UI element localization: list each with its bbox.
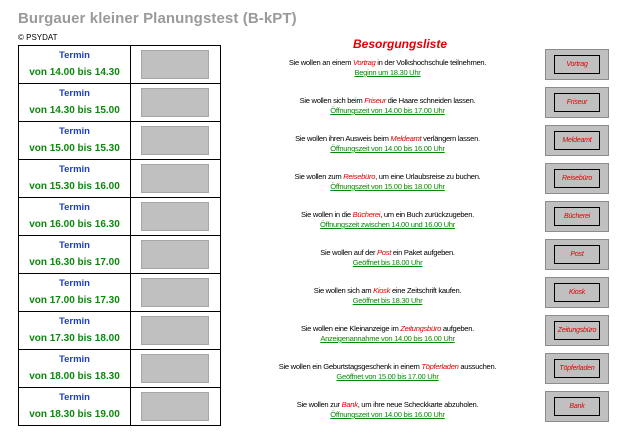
errand-text: Sie wollen in die [301, 210, 353, 219]
errand-item [235, 387, 540, 425]
errand-text: Sie wollen ein Geburtstagsgeschenk in einem [278, 362, 422, 371]
errand-item [235, 235, 540, 273]
schedule-slot [18, 160, 221, 198]
errand-button-zeitungsbuero[interactable] [545, 315, 609, 346]
errand-button-reisebuero[interactable] [545, 163, 609, 194]
schedule-slot [18, 122, 221, 160]
slot-label [19, 122, 131, 159]
errand-keyword: Töpferladen [421, 362, 459, 371]
errand-text: die Haare schneiden lassen. [385, 96, 476, 105]
slot-time: von 15.00 bis 15.30 [29, 143, 120, 154]
errand-keyword: Vortrag [352, 58, 376, 67]
slot-time: von 17.00 bis 17.30 [29, 295, 120, 306]
errand-text: Sie wollen eine Kleinanzeige im [301, 324, 401, 333]
errand-text: , um eine Urlaubsreise zu buchen. [375, 172, 481, 181]
page-title: Burgauer kleiner Planungstest (B-kPT) [18, 10, 297, 27]
slot-drop-target[interactable] [141, 88, 209, 117]
schedule-slot [18, 274, 221, 312]
errand-list-title: Besorgungsliste [352, 37, 448, 51]
errand-button-label[interactable]: Zeitungsbüro [554, 321, 600, 340]
copyright-notice: © PSYDAT [18, 33, 58, 42]
errand-hours: Öffnungszeit von 14.00 bis 16.00 Uhr [330, 410, 445, 419]
errand-description [235, 387, 540, 409]
errand-description [235, 197, 540, 219]
errand-button-label[interactable]: Reisebüro [554, 169, 600, 188]
errand-button-label[interactable]: Bücherei [554, 207, 600, 226]
errand-button-label[interactable]: Vortrag [554, 55, 600, 74]
errand-item [235, 197, 540, 235]
errand-description [235, 349, 540, 371]
slot-time: von 18.30 bis 19.00 [29, 409, 120, 420]
slot-termin-label: Termin [59, 392, 90, 403]
errand-text: Sie wollen sich am [313, 286, 374, 295]
errand-description [235, 159, 540, 181]
slot-drop-target[interactable] [141, 354, 209, 383]
errand-text: ein Paket aufgeben. [391, 248, 455, 257]
errand-button-kiosk[interactable] [545, 277, 609, 308]
errand-text: Sie wollen zur [296, 400, 342, 409]
errand-item [235, 159, 540, 197]
errand-item [235, 273, 540, 311]
errand-text: Sie wollen sich beim [299, 96, 365, 105]
schedule-slot [18, 350, 221, 388]
slot-termin-label: Termin [59, 164, 90, 175]
errand-hours: Beginn um 18.30 Uhr [354, 68, 421, 77]
errand-text: Sie wollen auf der [320, 248, 378, 257]
slot-drop-target[interactable] [141, 240, 209, 269]
errand-description [235, 83, 540, 105]
errand-button-bank[interactable] [545, 391, 609, 422]
slot-label [19, 388, 131, 425]
errand-item [235, 83, 540, 121]
slot-termin-label: Termin [59, 354, 90, 365]
slot-time: von 15.30 bis 16.00 [29, 181, 120, 192]
errand-hours: Anzeigenannahme von 14.00 bis 16.00 Uhr [320, 334, 455, 343]
errand-text: in der Volkshochschule teilnehmen. [375, 58, 487, 67]
errand-button-buecherei[interactable] [545, 201, 609, 232]
errand-keyword: Post [377, 248, 392, 257]
errand-hours: Geöffnet von 15.00 bis 17.00 Uhr [336, 372, 439, 381]
errand-description [235, 235, 540, 257]
errand-text: eine Zeitschrift kaufen. [390, 286, 462, 295]
slot-termin-label: Termin [59, 88, 90, 99]
errand-button-column [545, 49, 609, 429]
errand-list [235, 45, 540, 425]
slot-time: von 18.00 bis 18.30 [29, 371, 120, 382]
slot-drop-target[interactable] [141, 126, 209, 155]
slot-drop-target[interactable] [141, 278, 209, 307]
slot-termin-label: Termin [59, 50, 90, 61]
schedule-slot [18, 84, 221, 122]
slot-termin-label: Termin [59, 126, 90, 137]
errand-keyword: Friseur [364, 96, 386, 105]
slot-drop-target[interactable] [141, 164, 209, 193]
errand-item [235, 45, 540, 83]
errand-description [235, 45, 540, 67]
slot-label [19, 46, 131, 83]
slot-label [19, 350, 131, 387]
errand-description [235, 273, 540, 295]
slot-label [19, 160, 131, 197]
errand-hours: Öffnungszeit zwischen 14.00 und 16.00 Uhr [320, 220, 455, 229]
errand-button-label[interactable]: Meldeamt [554, 131, 600, 150]
schedule-table [18, 45, 221, 426]
errand-keyword: Kiosk [373, 286, 391, 295]
errand-button-vortrag[interactable] [545, 49, 609, 80]
errand-button-meldeamt[interactable] [545, 125, 609, 156]
errand-text: Sie wollen ihren Ausweis beim [295, 134, 391, 143]
slot-time: von 16.30 bis 17.00 [29, 257, 120, 268]
errand-button-post[interactable] [545, 239, 609, 270]
errand-item [235, 121, 540, 159]
schedule-slot [18, 312, 221, 350]
errand-button-label[interactable]: Kiosk [554, 283, 600, 302]
slot-termin-label: Termin [59, 240, 90, 251]
errand-button-label[interactable]: Bank [554, 397, 600, 416]
slot-termin-label: Termin [59, 316, 90, 327]
errand-text: aufgeben. [441, 324, 474, 333]
slot-time: von 16.00 bis 16.30 [29, 219, 120, 230]
slot-termin-label: Termin [59, 202, 90, 213]
errand-description [235, 121, 540, 143]
errand-hours: Geöffnet bis 18.30 Uhr [352, 296, 423, 305]
schedule-slot [18, 388, 221, 426]
errand-text: aussuchen. [458, 362, 497, 371]
slot-label [19, 198, 131, 235]
errand-text: , um ein Buch zurückzugeben. [380, 210, 474, 219]
errand-text: , um ihre neue Scheckkarte abzuholen. [357, 400, 479, 409]
slot-time: von 14.00 bis 14.30 [29, 67, 120, 78]
slot-termin-label: Termin [59, 278, 90, 289]
errand-description [235, 311, 540, 333]
slot-time: von 17.30 bis 18.00 [29, 333, 120, 344]
errand-button-label[interactable]: Post [554, 245, 600, 264]
errand-hours: Öffnungszeit von 14.00 bis 17.00 Uhr [330, 106, 445, 115]
slot-drop-target[interactable] [141, 316, 209, 345]
slot-label [19, 236, 131, 273]
slot-label [19, 274, 131, 311]
schedule-slot [18, 198, 221, 236]
slot-label [19, 312, 131, 349]
errand-text: Sie wollen zum [294, 172, 344, 181]
errand-button-toepferladen[interactable] [545, 353, 609, 384]
errand-text: Sie wollen an einem [288, 58, 353, 67]
errand-hours: Geöffnet bis 18.00 Uhr [352, 258, 423, 267]
schedule-slot [18, 236, 221, 274]
errand-item [235, 349, 540, 387]
errand-keyword: Zeitungsbüro [400, 324, 442, 333]
errand-keyword: Meldeamt [390, 134, 422, 143]
slot-drop-target[interactable] [141, 50, 209, 79]
slot-time: von 14.30 bis 15.00 [29, 105, 120, 116]
errand-keyword: Bücherei [352, 210, 381, 219]
schedule-slot [18, 46, 221, 84]
errand-keyword: Bank [341, 400, 358, 409]
slot-drop-target[interactable] [141, 202, 209, 231]
errand-hours: Öffnungszeit von 14.00 bis 16.00 Uhr [330, 144, 445, 153]
slot-label [19, 84, 131, 121]
slot-drop-target[interactable] [141, 392, 209, 421]
errand-keyword: Reisebüro [343, 172, 376, 181]
errand-text: verlängern lassen. [421, 134, 480, 143]
errand-hours: Öffnungszeit von 15.00 bis 18.00 Uhr [330, 182, 445, 191]
errand-button-label[interactable]: Töpferladen [554, 359, 600, 378]
errand-item [235, 311, 540, 349]
errand-button-friseur[interactable] [545, 87, 609, 118]
errand-button-label[interactable]: Friseur [554, 93, 600, 112]
